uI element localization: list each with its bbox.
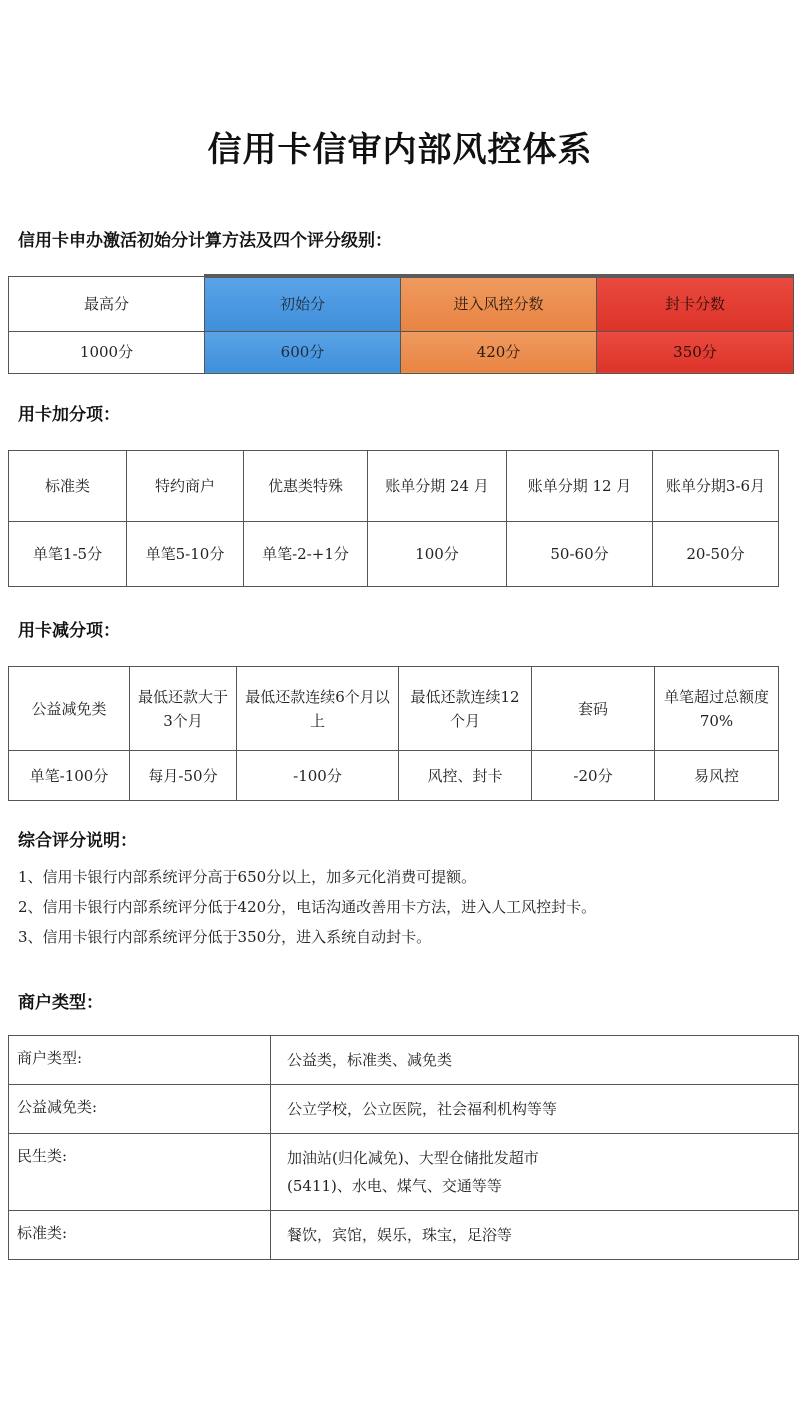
merchant-label: 公益减免类:	[9, 1085, 271, 1134]
minus-value-row	[9, 751, 779, 801]
score-value-block: 350分	[597, 331, 794, 373]
merchant-row	[9, 1036, 799, 1085]
add-header-cell: 标准类	[9, 451, 127, 522]
score-value-max: 1000分	[9, 331, 205, 373]
add-header-cell: 优惠类特殊	[244, 451, 368, 522]
summary-heading: 综合评分说明：	[18, 831, 137, 851]
minus-header-row	[9, 667, 779, 751]
score-value-row	[9, 331, 794, 373]
minus-header-cell: 公益减免类	[9, 667, 130, 751]
merchant-value: 公益类，标准类、减免类	[271, 1036, 799, 1085]
score-value-initial: 600分	[205, 331, 401, 373]
minus-value-cell: 风控、封卡	[399, 751, 532, 801]
minus-value-cell: -100分	[237, 751, 399, 801]
summary-item: 2、信用卡银行内部系统评分低于420分，电话沟通改善用卡方法，进入人工风控封卡。	[18, 898, 597, 916]
add-value-cell: 20-50分	[653, 522, 779, 587]
summary-list	[18, 862, 596, 952]
add-value-cell: 单笔5-10分	[127, 522, 244, 587]
merchant-heading: 商户类型：	[18, 993, 103, 1013]
score-header-initial: 初始分	[205, 276, 401, 331]
merchant-row	[9, 1085, 799, 1134]
merchant-value: 餐饮，宾馆，娱乐，珠宝，足浴等	[271, 1211, 799, 1260]
minus-header-cell: 最低还款连续12个月	[399, 667, 532, 751]
merchant-label: 标准类:	[9, 1211, 271, 1260]
score-header-max: 最高分	[9, 276, 205, 331]
merchant-table	[8, 1035, 799, 1260]
add-header-cell: 特约商户	[127, 451, 244, 522]
minus-header-cell: 最低还款大于3个月	[130, 667, 237, 751]
merchant-value: 公立学校，公立医院，社会福利机构等等	[271, 1085, 799, 1134]
merchant-label: 商户类型:	[9, 1036, 271, 1085]
add-table	[8, 450, 779, 587]
score-value-risk: 420分	[401, 331, 597, 373]
merchant-label: 民生类:	[9, 1134, 271, 1211]
add-header-cell: 账单分期 24 月	[368, 451, 507, 522]
summary-item: 1、信用卡银行内部系统评分高于650分以上，加多元化消费可提额。	[18, 868, 477, 886]
minus-value-cell: -20分	[532, 751, 655, 801]
page-title: 信用卡信审内部风控体系	[207, 130, 593, 170]
add-value-cell: 100分	[368, 522, 507, 587]
add-header-cell: 账单分期 12 月	[507, 451, 653, 522]
add-header-cell: 账单分期3-6月	[653, 451, 779, 522]
score-header-block: 封卡分数	[597, 276, 794, 331]
merchant-row	[9, 1134, 799, 1211]
summary-item: 3、信用卡银行内部系统评分低于350分，进入系统自动封卡。	[18, 928, 432, 946]
add-heading: 用卡加分项：	[18, 405, 120, 425]
score-header-risk: 进入风控分数	[401, 276, 597, 331]
minus-header-cell: 单笔超过总额度70%	[655, 667, 779, 751]
minus-value-cell: 易风控	[655, 751, 779, 801]
add-value-cell: 50-60分	[507, 522, 653, 587]
minus-value-cell: 每月-50分	[130, 751, 237, 801]
merchant-value: 加油站(归化减免)、大型仓储批发超市(5411)、水电、煤气、交通等等	[271, 1134, 799, 1211]
merchant-row	[9, 1211, 799, 1260]
add-value-row	[9, 522, 779, 587]
minus-header-cell: 最低还款连续6个月以上	[237, 667, 399, 751]
minus-value-cell: 单笔-100分	[9, 751, 130, 801]
add-value-cell: 单笔-2-+1分	[244, 522, 368, 587]
minus-table	[8, 666, 779, 801]
minus-header-cell: 套码	[532, 667, 655, 751]
minus-heading: 用卡减分项：	[18, 621, 120, 641]
add-value-cell: 单笔1-5分	[9, 522, 127, 587]
score-table	[8, 274, 794, 374]
score-heading: 信用卡申办激活初始分计算方法及四个评分级别：	[18, 231, 392, 251]
score-header-row	[9, 276, 794, 331]
add-header-row	[9, 451, 779, 522]
